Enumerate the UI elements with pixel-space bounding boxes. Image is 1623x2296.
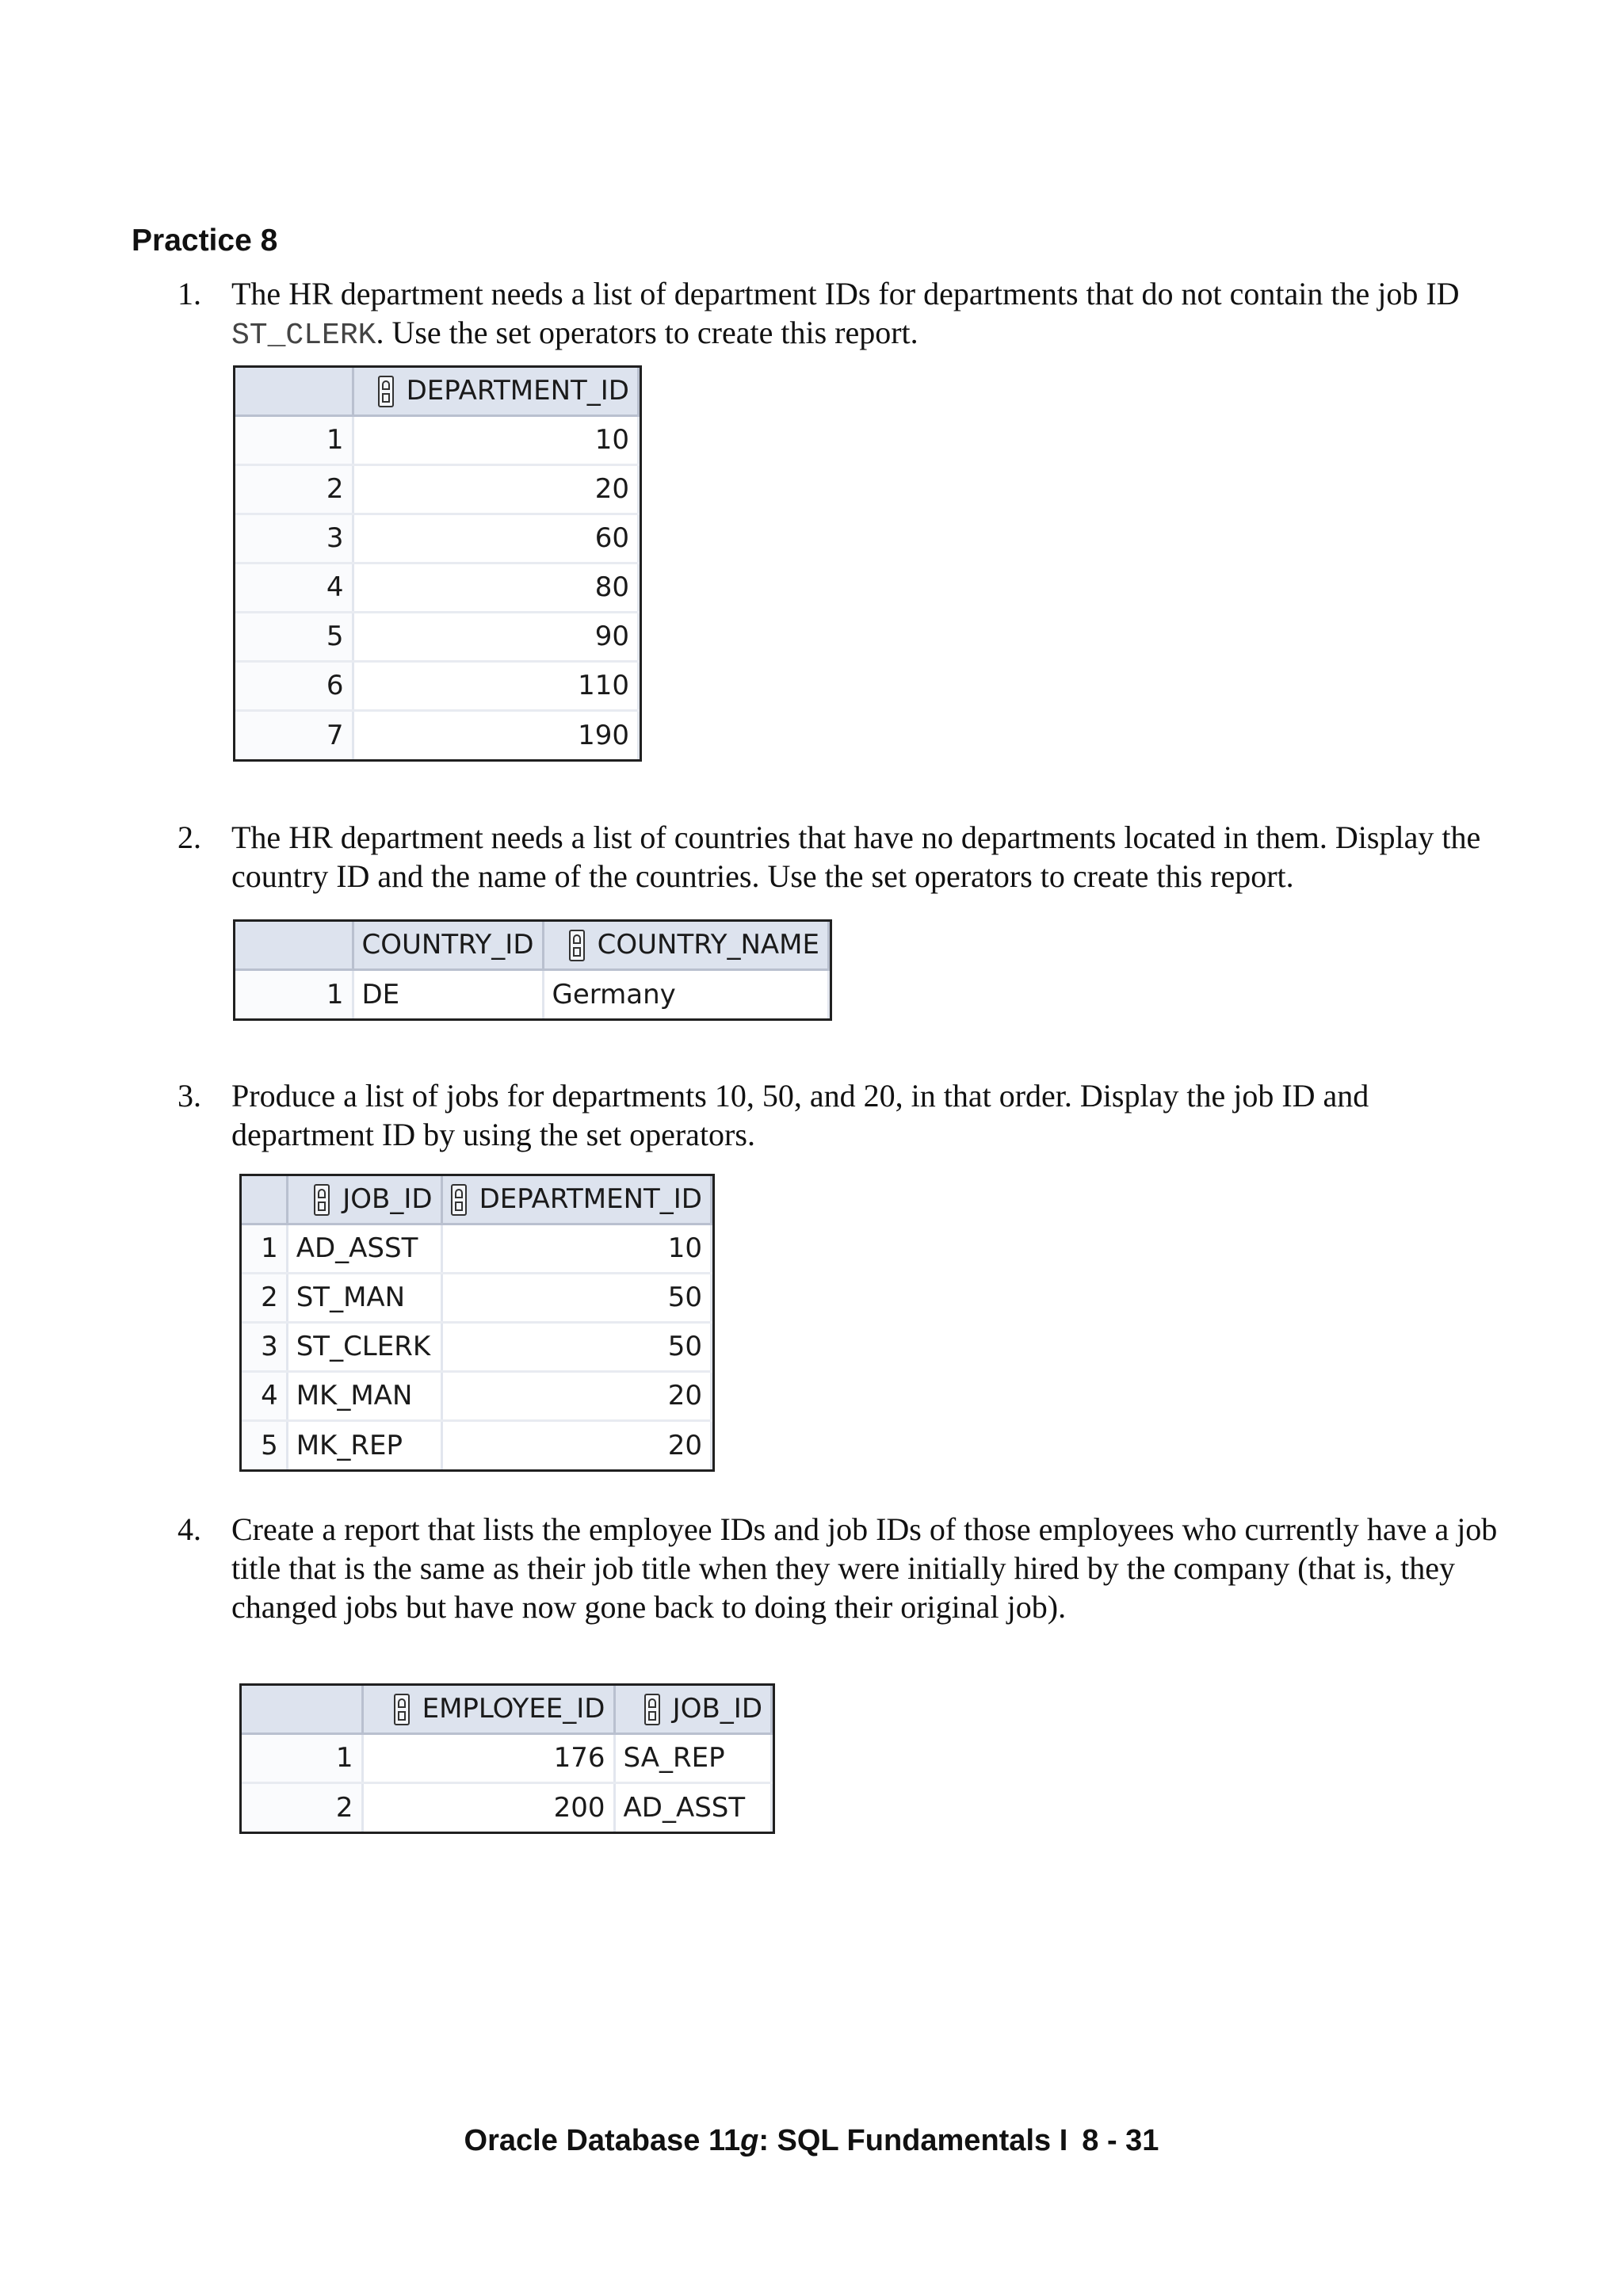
table-row[interactable]: 2 20 [235, 464, 639, 514]
question-text: Create a report that lists the employee IDs and job IDs of those employees who currently have a job title that is the same as their job title when they were initially hired by the company (that is, they changed jobs but have now gone back to doing their original job). [231, 1511, 1498, 1625]
column-header[interactable]: COUNTRY_NAME [543, 922, 828, 969]
table-row[interactable]: 1 176 SA_REP [242, 1733, 772, 1782]
sort-icon [378, 376, 394, 407]
question-3 [178, 1076, 1509, 1154]
code-literal: ST_CLERK [231, 319, 376, 353]
question-number: 4. [178, 1511, 201, 1547]
table-row[interactable]: 2 ST_MAN 50 [242, 1273, 712, 1322]
question-number: 2. [178, 819, 201, 855]
column-header[interactable]: JOB_ID [614, 1686, 772, 1733]
result-grid-1 [233, 365, 642, 762]
question-text: Produce a list of jobs for departments 10, 50, and 20, in that order. Display the job ID and department ID by using the set operators. [231, 1078, 1369, 1152]
result-grid-4 [239, 1683, 775, 1834]
table-row[interactable]: 1 10 [235, 415, 639, 464]
table-row[interactable]: 6 110 [235, 661, 639, 710]
table-row[interactable]: 7 190 [235, 710, 639, 759]
question-text: The HR department needs a list of countries that have no departments located in them. Display the country ID and the name of the countries. Use the set operators to create this report. [231, 819, 1481, 894]
table-row[interactable]: 1 AD_ASST 10 [242, 1224, 712, 1273]
question-4 [178, 1510, 1509, 1626]
result-grid-3 [239, 1174, 715, 1472]
column-header[interactable]: DEPARTMENT_ID [353, 368, 639, 415]
table-row[interactable]: 5 MK_REP 20 [242, 1420, 712, 1469]
question-number: 3. [178, 1078, 201, 1114]
question-2 [178, 818, 1509, 896]
question-text: The HR department needs a list of department IDs for departments that do not contain the job ID ST_CLERK. Use the set operators to create this report. [231, 276, 1460, 353]
sort-icon [569, 930, 585, 961]
column-header[interactable]: JOB_ID [287, 1176, 441, 1224]
sort-icon [314, 1184, 330, 1216]
column-header[interactable]: EMPLOYEE_ID [362, 1686, 614, 1733]
row-number-header [242, 1176, 287, 1224]
table-row[interactable]: 4 MK_MAN 20 [242, 1371, 712, 1420]
table-row[interactable]: 1 DE Germany [235, 969, 829, 1018]
table-row[interactable]: 3 60 [235, 514, 639, 563]
question-number: 1. [178, 276, 201, 311]
table-row[interactable]: 2 200 AD_ASST [242, 1782, 772, 1832]
sort-icon [394, 1694, 410, 1725]
book-title: Oracle Database 11g: SQL Fundamentals I [464, 2124, 1068, 2157]
sort-icon [644, 1694, 660, 1725]
column-header[interactable]: COUNTRY_ID [353, 922, 543, 969]
sort-icon [451, 1184, 467, 1216]
page-number: 8 - 31 [1082, 2124, 1159, 2157]
table-row[interactable]: 3 ST_CLERK 50 [242, 1322, 712, 1371]
result-grid-2 [233, 919, 832, 1021]
row-number-header [242, 1686, 362, 1733]
table-row[interactable]: 5 90 [235, 612, 639, 661]
table-row[interactable]: 4 80 [235, 563, 639, 612]
row-number-header [235, 368, 353, 415]
page-footer [0, 2124, 1623, 2158]
question-1 [178, 274, 1509, 355]
page-title: Practice 8 [132, 223, 278, 258]
column-header[interactable]: DEPARTMENT_ID [441, 1176, 711, 1224]
row-number-header [235, 922, 353, 969]
